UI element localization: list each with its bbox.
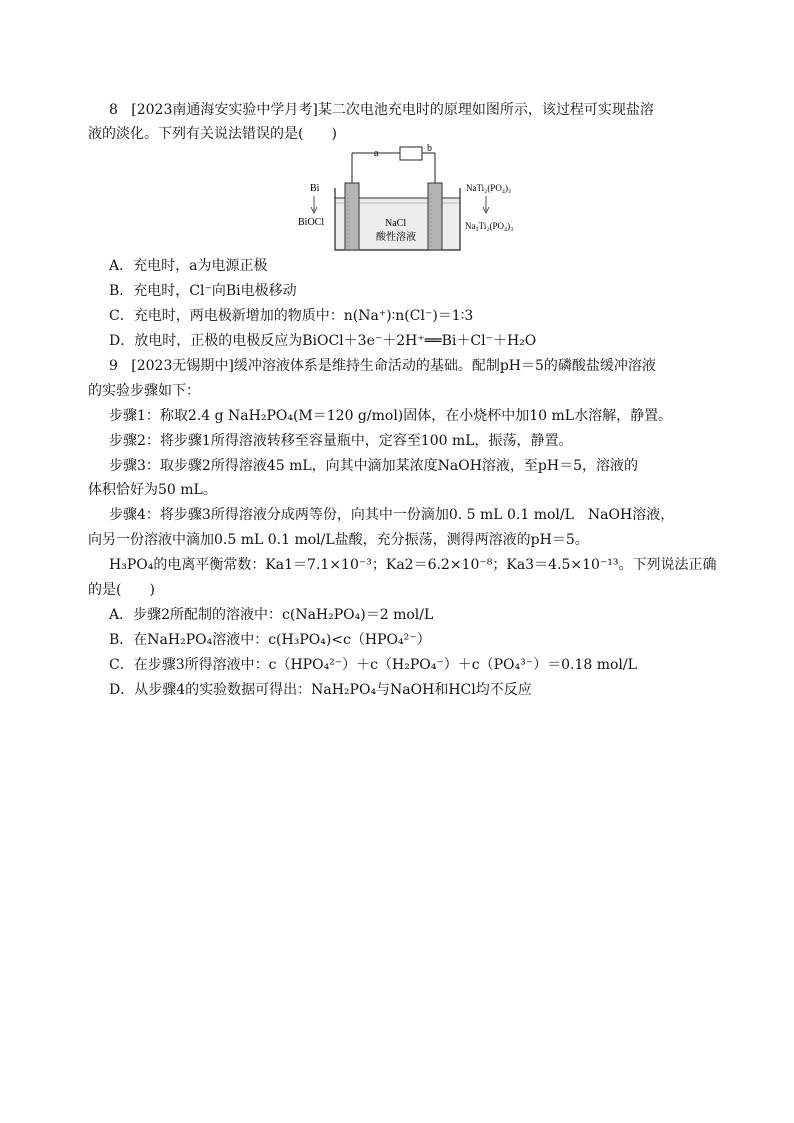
q9-source: [2023无锡期中] [131, 358, 234, 374]
solution-label-nacl: NaCl [385, 218, 407, 229]
electrolysis-cell-diagram [290, 143, 540, 255]
q8-stem-line1 [109, 100, 654, 120]
q9-step3-line2: 体积恰好为50 mL。 [88, 482, 217, 498]
q8-number: 8 [109, 102, 118, 118]
bi-electrode [345, 183, 359, 250]
terminal-b-label: b [427, 143, 432, 154]
q9-option-a: A．步骤2所配制的溶液中：c(NaH₂PO₄)＝2 mol/L [109, 607, 434, 623]
q8-source: [2023南通海安实验中学月考] [131, 102, 318, 118]
q9-step3-line1: 步骤3：取步骤2所得溶液45 mL，向其中滴加某浓度NaOH溶液，至pH＝5，溶液的 [109, 458, 639, 474]
solution-label-acidic: 酸性溶液 [376, 232, 416, 243]
left-bottom-label: BiOCl [298, 217, 325, 228]
q9-step1: 步骤1：称取2.4 g NaH₂PO₄(M＝120 g/mol)固体，在小烧杯中加10 mL水溶解，静置。 [109, 408, 673, 424]
q8-stem-1: 某二次电池充电时的原理如图所示，该过程可实现盐溶 [317, 102, 654, 118]
nati-electrode [428, 183, 442, 250]
q9-option-c: C．在步骤3所得溶液中：c（HPO₄²⁻）＋c（H₂PO₄⁻）＋c（PO₄³⁻）＝0.18 mol/L [109, 657, 637, 673]
left-top-label: Bi [310, 183, 320, 194]
q8-option-b: B．充电时，Cl⁻向Bi电极移动 [109, 283, 297, 299]
q9-step2: 步骤2：将步骤1所得溶液转移至容量瓶中，定容至100 mL，振荡，静置。 [109, 433, 573, 449]
q8-option-c: C．充电时，两电极新增加的物质中：n(Na⁺)∶n(Cl⁻)＝1∶3 [109, 308, 474, 324]
q8-stem-line2: 液的淡化。下列有关说法错误的是( ) [88, 126, 337, 142]
q9-option-d: D．从步骤4的实验数据可得出：NaH₂PO₄与NaOH和HCl均不反应 [109, 682, 532, 698]
q9-step4-line2: 向另一份溶液中滴加0.5 mL 0.1 mol/L盐酸，充分振荡，测得两溶液的pH＝5。 [88, 532, 589, 548]
q8-option-a: A．充电时，a为电源正极 [109, 258, 268, 274]
right-bottom-label: Na₃Ti₂(PO₄)₃ [465, 221, 514, 231]
q9-stem-1: 缓冲溶液体系是维持生命活动的基础。配制pH＝5的磷酸盐缓冲溶液 [233, 358, 656, 374]
q9-stem-line2: 的实验步骤如下： [88, 383, 200, 399]
q8-option-d: D．放电时，正极的电极反应为BiOCl＋3e⁻＋2H⁺══Bi＋Cl⁻＋H₂O [109, 333, 537, 349]
q9-ka-line2: 的是( ) [88, 582, 155, 598]
q9-option-b: B．在NaH₂PO₄溶液中：c(H₃PO₄)<c（HPO₄²⁻） [109, 632, 431, 648]
power-source-box [400, 147, 422, 160]
right-top-label: NaTi₂(PO₄)₃ [466, 183, 512, 193]
terminal-a-label: a [374, 148, 379, 159]
q9-number: 9 [109, 358, 118, 374]
q9-step4-line1: 步骤4：将步骤3所得溶液分成两等份，向其中一份滴加0. 5 mL 0.1 mol/L NaOH溶液， [109, 507, 675, 523]
q9-stem-line1 [109, 356, 656, 376]
q9-ka-line1: H₃PO₄的电离平衡常数：Ka1＝7.1×10⁻³；Ka2＝6.2×10⁻⁸；Ka3＝4.5×10⁻¹³。下列说法正确 [109, 557, 717, 573]
